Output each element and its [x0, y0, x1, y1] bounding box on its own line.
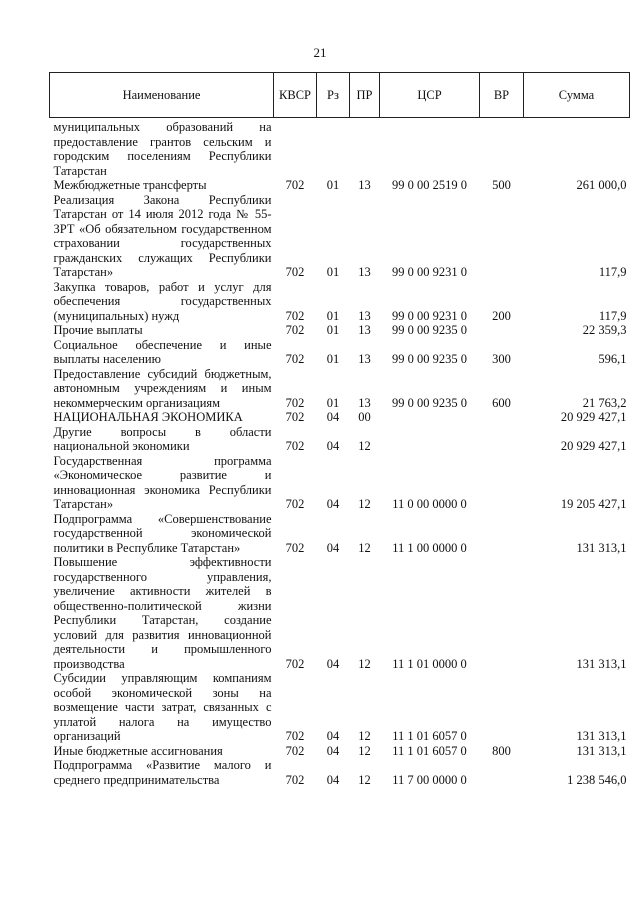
- row-rz: 04: [326, 439, 340, 453]
- row-vr: 500: [492, 178, 511, 192]
- row-kvsr: 702: [285, 656, 305, 671]
- row-rz: 04: [326, 656, 340, 671]
- row-pr: 12: [358, 729, 371, 743]
- row-kvsr: 702: [285, 265, 305, 279]
- table-header: [50, 73, 630, 118]
- row-kvsr: 702: [285, 772, 305, 787]
- row-csr: 11 1 01 0000 0: [392, 656, 467, 671]
- row-rz: 01: [326, 178, 340, 192]
- row-pr: 13: [358, 395, 371, 410]
- row-name: НАЦИОНАЛЬНАЯ ЭКОНОМИКА: [53, 410, 243, 424]
- row-rz: 01: [326, 323, 340, 337]
- header-csr: ЦСР: [380, 73, 480, 118]
- row-csr: 99 0 00 2519 0: [392, 178, 467, 192]
- row-rz: 04: [326, 540, 340, 555]
- row-vr: [480, 758, 524, 787]
- table-row: [50, 555, 630, 671]
- table-row: [50, 367, 630, 411]
- row-rz: 01: [326, 265, 340, 279]
- row-name: Предоставление субсидий бюджетным, автономным учреждениям и иным некоммерческим организациям: [53, 366, 272, 410]
- row-name: Иные бюджетные ассигнования: [53, 743, 223, 758]
- page-number: 21: [313, 45, 327, 60]
- row-name: Закупка товаров, работ и услуг для обеспечения государственных (муниципальных) нужд: [53, 279, 272, 323]
- row-pr: 12: [358, 540, 371, 555]
- table-row: [50, 425, 630, 454]
- row-vr: [480, 555, 524, 671]
- row-sum: 20 929 427,1: [560, 410, 627, 424]
- row-sum: 131 313,1: [576, 656, 627, 671]
- row-csr: 99 0 00 9235 0: [392, 352, 467, 366]
- row-name: Другие вопросы в области национальной экономики: [53, 424, 272, 453]
- row-sum: 131 313,1: [576, 729, 627, 743]
- row-pr: 12: [358, 497, 371, 511]
- row-csr: 99 0 00 9235 0: [392, 323, 467, 337]
- row-rz: 04: [326, 729, 340, 743]
- row-rz: 01: [326, 308, 340, 323]
- row-name: Межбюджетные трансферты: [53, 178, 207, 192]
- row-name: Государственная программа «Экономическое развитие и инновационная экономика Республики Татарстан»: [53, 453, 272, 511]
- row-vr: [480, 454, 524, 512]
- row-kvsr: [274, 118, 317, 179]
- row-name: Повышение эффективности государственного управления, увеличение активности жителей в общественно-политической жизни Республики Татарстан, создание условий для развития инновационной деятельности и промышленного производства: [53, 555, 272, 671]
- row-pr: 12: [358, 743, 371, 758]
- row-pr: 13: [358, 352, 371, 366]
- row-kvsr: 702: [285, 439, 305, 453]
- table-row: [50, 671, 630, 744]
- row-csr: 99 0 00 9235 0: [392, 395, 467, 410]
- row-sum: [524, 118, 630, 179]
- row-vr: [480, 410, 524, 425]
- row-kvsr: 702: [285, 497, 305, 511]
- row-name: Подпрограмма «Совершенствование государственной экономической политики в Республике Татарстан»: [53, 511, 272, 555]
- row-pr: 13: [358, 308, 371, 323]
- table-row: [50, 512, 630, 556]
- table-row: [50, 758, 630, 787]
- row-rz: 04: [326, 772, 340, 787]
- row-kvsr: 702: [285, 178, 305, 192]
- header-sum: Сумма: [524, 73, 630, 118]
- row-rz: 04: [326, 497, 340, 511]
- row-csr: 99 0 00 9231 0: [392, 265, 467, 279]
- row-csr: [380, 118, 480, 179]
- row-rz: [317, 118, 350, 179]
- row-name: Реализация Закона Республики Татарстан от 14 июля 2012 года № 55-ЗРТ «Об обязательном государственном страховании государственных гражданских служащих Республики Татарстан»: [53, 192, 272, 279]
- row-name: Социальное обеспечение и иные выплаты населению: [53, 337, 272, 366]
- row-vr: [480, 323, 524, 338]
- row-csr: [380, 425, 480, 454]
- row-vr: [480, 118, 524, 179]
- table-row: [50, 338, 630, 367]
- row-vr: 800: [492, 743, 511, 758]
- row-csr: 11 7 00 0000 0: [392, 772, 467, 787]
- row-pr: 13: [358, 178, 371, 192]
- row-rz: 01: [326, 395, 340, 410]
- row-pr: 13: [358, 323, 371, 337]
- table-body: [50, 118, 630, 788]
- table-row: [50, 454, 630, 512]
- header-rz: Рз: [317, 73, 350, 118]
- table-row: [50, 410, 630, 425]
- table-row: [50, 323, 630, 338]
- row-sum: 261 000,0: [576, 178, 627, 192]
- row-sum: 117,9: [598, 265, 627, 279]
- budget-table: [49, 72, 630, 787]
- header-pr: ПР: [350, 73, 380, 118]
- row-csr: 11 0 00 0000 0: [392, 497, 467, 511]
- row-vr: 300: [492, 352, 511, 366]
- row-name: муниципальных образований на предоставление грантов сельским и городским поселениям Республики Татарстан: [53, 120, 272, 178]
- table-row: [50, 118, 630, 179]
- row-vr: [480, 425, 524, 454]
- row-sum: 596,1: [598, 352, 627, 366]
- row-vr: [480, 512, 524, 556]
- row-sum: 1 238 546,0: [567, 772, 627, 787]
- row-pr: 12: [358, 656, 371, 671]
- row-sum: 131 313,1: [576, 540, 627, 555]
- row-rz: 04: [326, 410, 340, 424]
- row-csr: 11 1 01 6057 0: [392, 729, 467, 743]
- row-rz: 04: [326, 743, 340, 758]
- row-sum: 19 205 427,1: [560, 497, 627, 511]
- row-csr: 99 0 00 9231 0: [392, 308, 467, 323]
- row-name: Прочие выплаты: [53, 323, 143, 337]
- row-sum: 131 313,1: [576, 743, 627, 758]
- row-name: Субсидии управляющим компаниям особой экономической зоны на возмещение части затрат, связанных с уплатой налога на имущество организаций: [53, 671, 272, 743]
- row-kvsr: 702: [285, 395, 305, 410]
- row-name: Подпрограмма «Развитие малого и среднего предпринимательства: [53, 758, 272, 787]
- row-sum: 117,9: [598, 308, 627, 323]
- row-csr: 11 1 00 0000 0: [392, 540, 467, 555]
- row-kvsr: 702: [285, 352, 305, 366]
- table-row: [50, 744, 630, 759]
- row-pr: 00: [358, 410, 371, 424]
- row-sum: 20 929 427,1: [560, 439, 627, 453]
- row-kvsr: 702: [285, 323, 305, 337]
- row-sum: 22 359,3: [582, 323, 627, 337]
- row-sum: 21 763,2: [582, 395, 627, 410]
- row-kvsr: 702: [285, 410, 305, 424]
- row-kvsr: 702: [285, 308, 305, 323]
- row-vr: 200: [492, 308, 511, 323]
- row-csr: 11 1 01 6057 0: [392, 743, 467, 758]
- row-kvsr: 702: [285, 729, 305, 743]
- row-pr: 13: [358, 265, 371, 279]
- row-pr: 12: [358, 439, 371, 453]
- header-vr: ВР: [480, 73, 524, 118]
- header-kvsr: КВСР: [274, 73, 317, 118]
- row-vr: 600: [492, 395, 511, 410]
- header-name: Наименование: [50, 73, 274, 118]
- table-row: [50, 178, 630, 193]
- row-csr: [380, 410, 480, 425]
- row-pr: [350, 118, 380, 179]
- table-row: [50, 193, 630, 280]
- row-pr: 12: [358, 772, 371, 787]
- row-kvsr: 702: [285, 743, 305, 758]
- row-kvsr: 702: [285, 540, 305, 555]
- table-row: [50, 280, 630, 324]
- row-vr: [480, 193, 524, 280]
- row-rz: 01: [326, 352, 340, 366]
- row-vr: [480, 671, 524, 744]
